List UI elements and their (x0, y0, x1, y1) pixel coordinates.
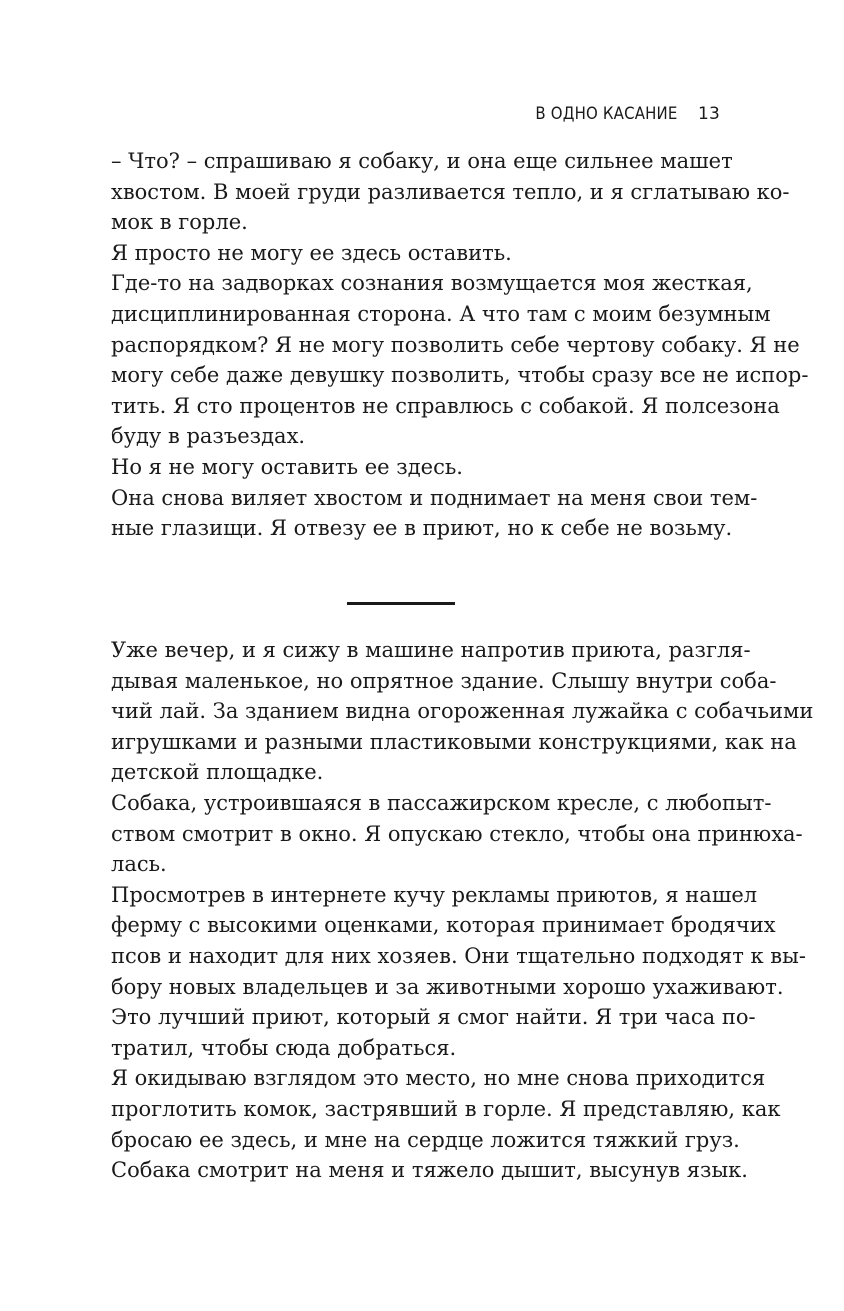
text-line: тить. Я сто процентов не справлюсь с собакой. Я полсезона (111, 393, 780, 418)
paragraph (111, 635, 814, 788)
text-line: Это лучший приют, который я смог найти. Я три часа по- (111, 1005, 756, 1030)
text-line: проглотить комок, застрявший в горле. Я представляю, как (111, 1096, 781, 1121)
text-line: могу себе даже девушку позволить, чтобы сразу все не испор- (111, 363, 809, 388)
text-line: Уже вечер, и я сижу в машине напротив приюта, разгля- (111, 638, 751, 662)
text-line: Но я не могу оставить ее здесь. (111, 454, 463, 479)
text-line: распорядком? Я не могу позволить себе чертову собаку. Я не (111, 332, 800, 357)
text-line: детской площадке. (111, 760, 324, 785)
paragraph (111, 452, 721, 483)
paragraph (111, 268, 809, 452)
paragraph (111, 238, 721, 269)
text-line: хвостом. В моей груди разливается тепло, и я сглатываю ко- (111, 179, 790, 204)
text-section-1 (111, 146, 809, 544)
text-line: чий лай. За зданием видна огороженная лужайка с собачьими (111, 699, 814, 724)
text-line: псов и находит для них хозяев. Они тщательно подходят к вы- (111, 943, 806, 968)
text-line: ферму с высокими оценками, которая принимает бродячих (111, 913, 776, 938)
running-title: В ОДНО КАСАНИЕ (535, 104, 678, 124)
text-line: ством смотрит в окно. Я опускаю стекло, чтобы она принюха- (111, 821, 803, 846)
text-line: бору новых владельцев и за животными хорошо ухаживают. (111, 974, 784, 999)
text-line: тратил, чтобы сюда добраться. (111, 1035, 457, 1060)
paragraph (111, 483, 758, 544)
text-line: Я просто не могу ее здесь оставить. (111, 240, 512, 265)
paragraph (111, 880, 806, 1002)
paragraph (111, 146, 790, 238)
paragraph (111, 788, 803, 880)
text-line: мок в горле. (111, 210, 248, 235)
text-line: лась. (111, 852, 167, 877)
text-line: игрушками и разными пластиковыми конструкциями, как на (111, 729, 797, 754)
text-line: бросаю ее здесь, и мне на сердце ложится тяжкий груз. (111, 1127, 740, 1152)
text-line: Я окидываю взглядом это место, но мне снова приходится (111, 1066, 766, 1091)
page-number: 13 (697, 104, 720, 124)
text-line: дывая маленькое, но опрятное здание. Слышу внутри соба- (111, 668, 777, 693)
paragraph (111, 1002, 756, 1063)
text-line: Собака смотрит на меня и тяжело дышит, высунув язык. (111, 1158, 748, 1183)
text-line: буду в разъездах. (111, 424, 306, 449)
text-line: Она снова виляет хвостом и поднимает на меня свои тем- (111, 485, 758, 510)
text-line: Просмотрев в интернете кучу рекламы приютов, я нашел (111, 882, 758, 907)
text-line: дисциплинированная сторона. А что там с моим безумным (111, 301, 771, 326)
paragraph (111, 1063, 781, 1155)
text-line: Собака, устроившаяся в пассажирском кресле, с любопыт- (111, 790, 772, 815)
text-line: – Что? – спрашиваю я собаку, и она еще сильнее машет (111, 149, 733, 173)
text-section-2 (111, 635, 814, 1186)
paragraph (111, 1155, 748, 1186)
text-line: ные глазищи. Я отвезу ее в приют, но к себе не возьму. (111, 516, 733, 541)
text-line: Где-то на задворках сознания возмущается моя жесткая, (111, 271, 753, 296)
section-separator (347, 602, 455, 605)
running-head (516, 104, 720, 124)
